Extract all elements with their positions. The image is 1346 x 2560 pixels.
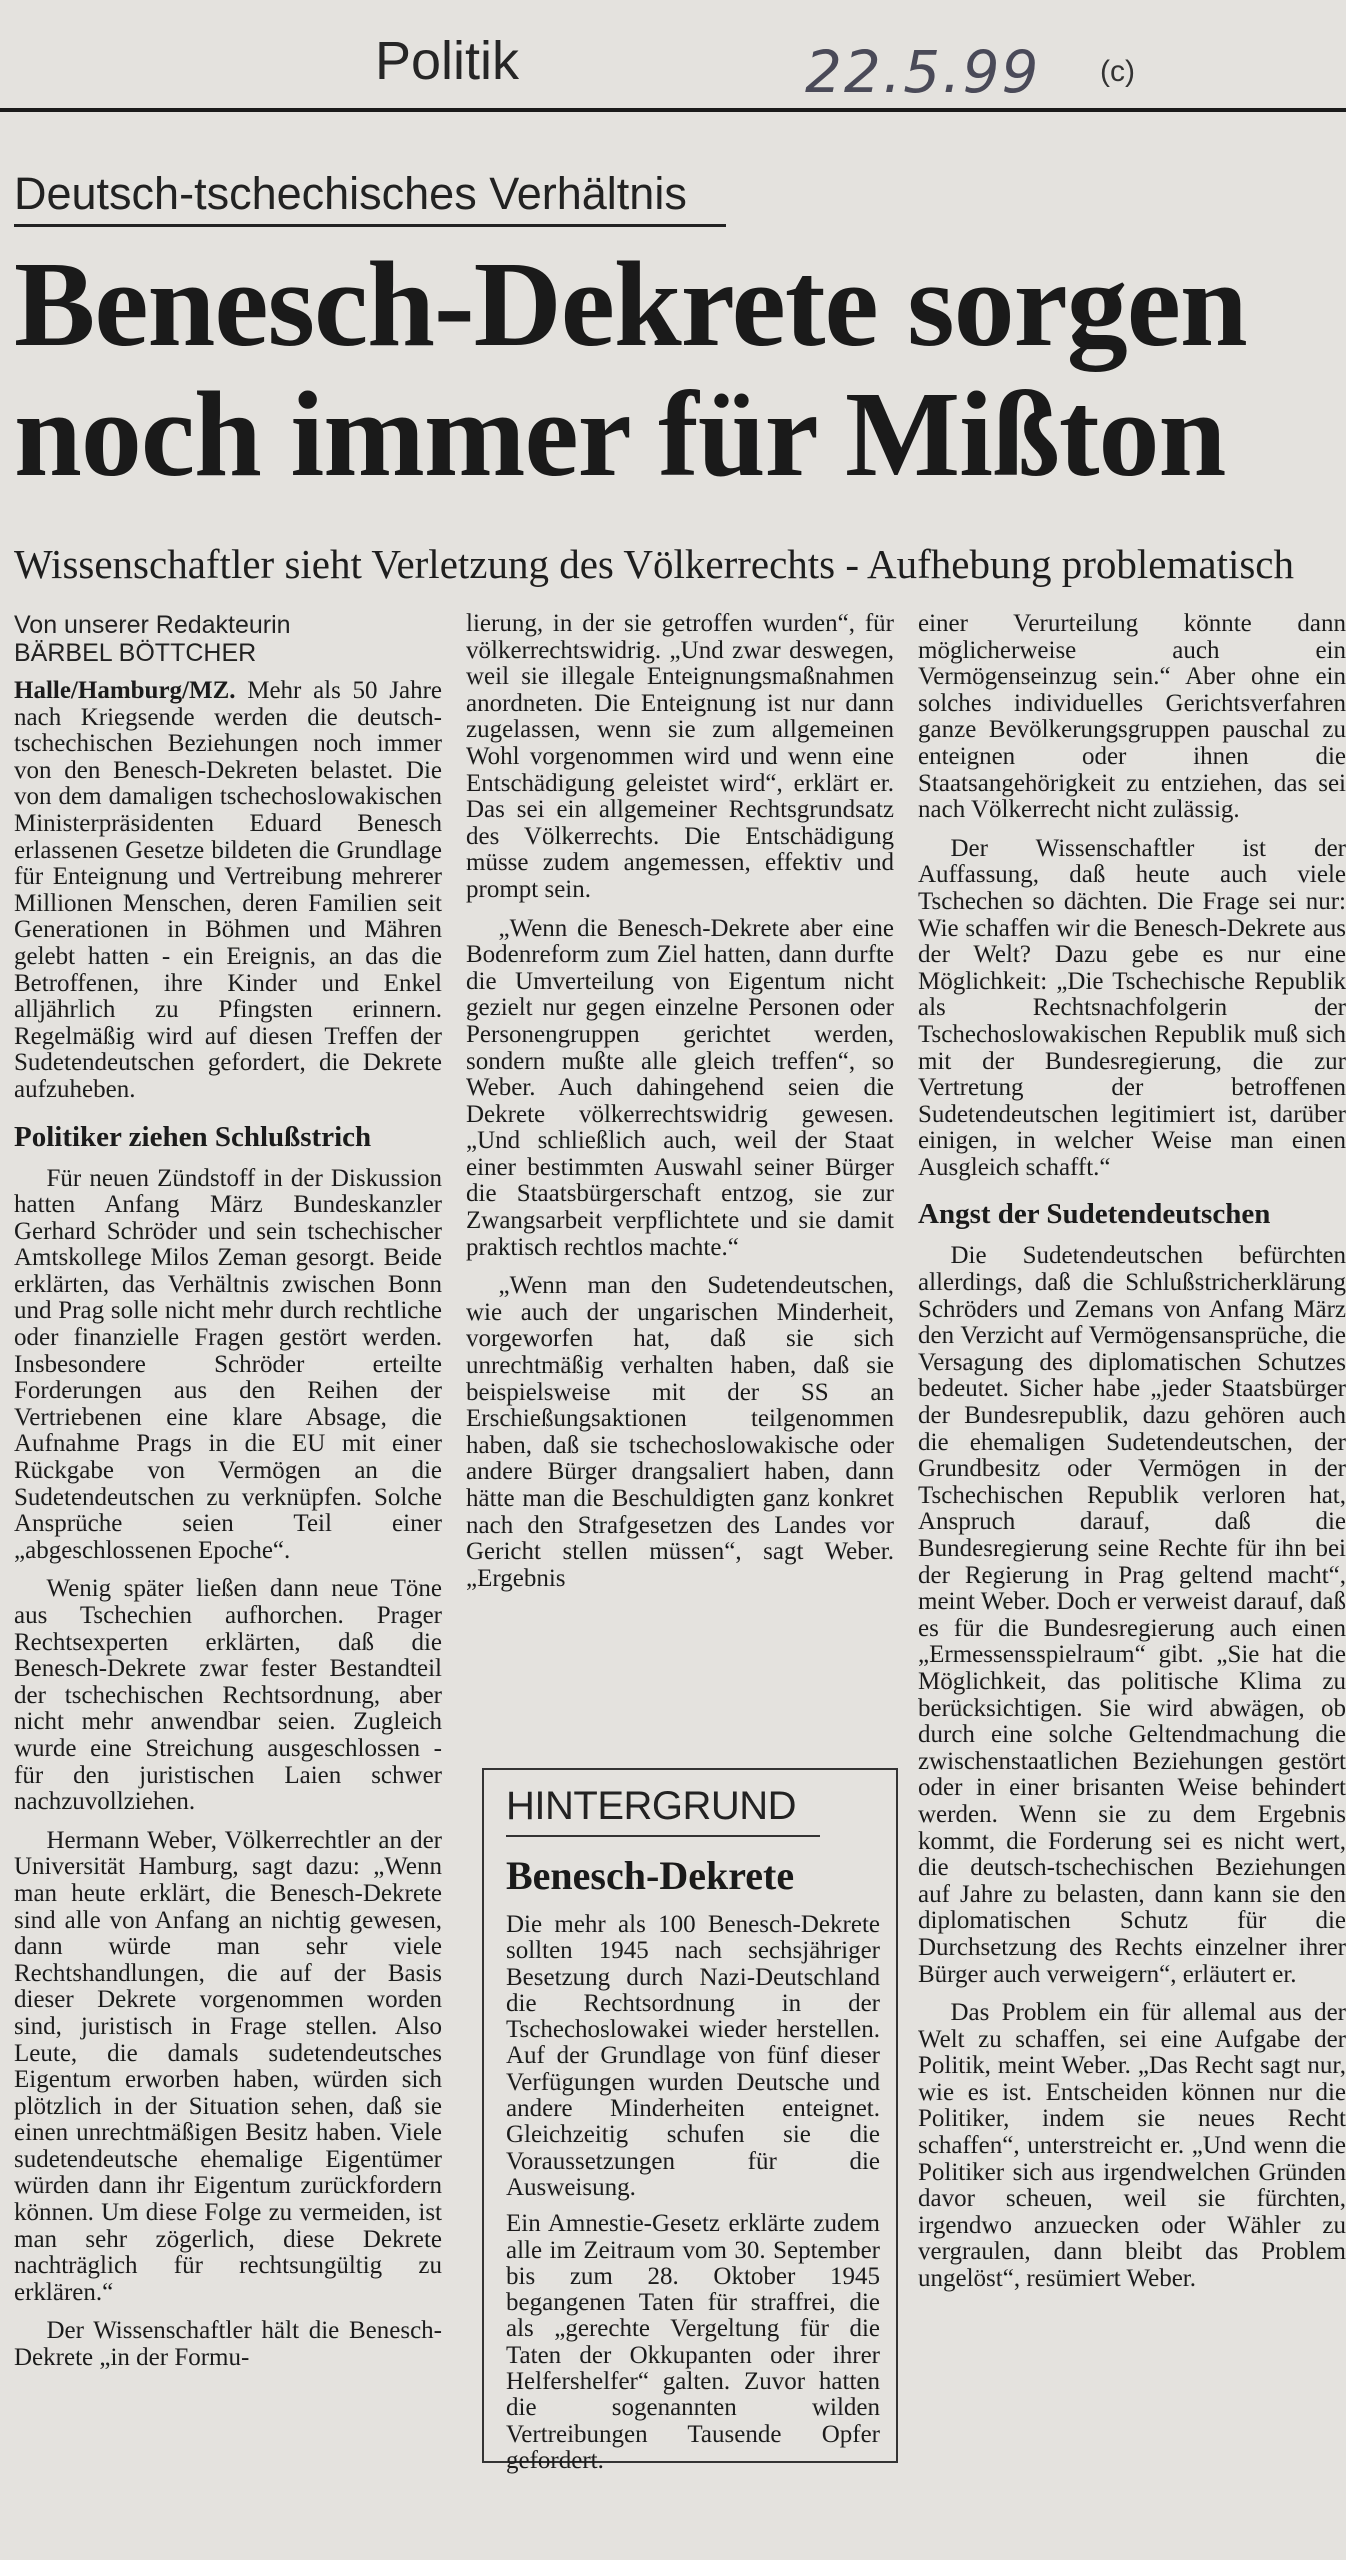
article-subheadline: Wissenschaftler sieht Verletzung des Völkerrechts - Aufhebung problematisch bbox=[14, 541, 1295, 587]
header-rule bbox=[0, 108, 1346, 112]
box-paragraph: Ein Amnestie-Gesetz erklärte zudem alle im Zeitraum vom 30. September bis zum 28. Oktober 1945 begangenen Taten für straffrei, die als „gerechte Vergeltung für die Taten der Okkupanten oder ihrer Helfershelfer“ galten. Zuvor hatten die sogenannten wilden Vertreibungen Tausende Opfer gefordert. bbox=[506, 2210, 880, 2474]
body-paragraph: Der Wissenschaftler hält die Benesch-Dekrete „in der Formu- bbox=[14, 2317, 442, 2372]
box-paragraph: Die mehr als 100 Benesch-Dekrete sollten 1945 nach sechsjähriger Besetzung durch Nazi-Deutschland die Rechtsordnung in der Tschechoslowakei wieder herstellen. Auf der Grundlage von fünf dieser Verfügungen wurden Deutsche und andere Minderheiten enteignet. Gleichzeitig schufen sie die Voraussetzungen für die Ausweisung. bbox=[506, 1911, 880, 2201]
box-label-underline bbox=[506, 1835, 820, 1837]
byline-author: BÄRBEL BÖTTCHER bbox=[14, 639, 257, 667]
article-headline: Benesch-Dekrete sorgen noch immer für Mißton bbox=[14, 237, 1247, 502]
article-column-3 bbox=[918, 611, 1346, 2293]
body-paragraph: „Wenn man den Sudetendeutschen, wie auch der ungarischen Minderheit, vorgeworfen hat, daß sie sich unrechtmäßig verhalten haben, daß sie beispielsweise mit der SS an Erschießungsaktionen teilgenommen haben, daß sie tschechoslowakische oder andere Bürger drangsaliert haben, dann hätte man die Beschuldigten ganz konkret nach den Strafgesetzen des Landes vor Gericht stellen müssen“, sagt Weber. „Ergebnis bbox=[466, 1272, 894, 1592]
body-paragraph: Der Wissenschaftler ist der Auffassung, daß heute auch viele Tschechen so dächten. Die Frage sei nur: Wie schaffen wir die Benesch-Dekrete aus der Welt? Dazu gebe es nur eine Möglichkeit: „Die Tschechische Republik als Rechtsnachfolgerin der Tschechoslowakischen Republik muß sich mit der Bundesregierung, die zur Vertretung der betroffenen Sudetendeutschen legitimiert ist, darüber einigen, in welcher Weise man einen Ausgleich schafft.“ bbox=[918, 834, 1346, 1181]
copyright-mark: (c) bbox=[1100, 55, 1135, 88]
body-paragraph: Die Sudetendeutschen befürchten allerdings, daß die Schlußstricherklärung Schröders und Zemans von Anfang März den Verzicht auf Vermögensansprüche, die Versagung des diplomatischen Schutzes bedeutet. Sicher habe „jeder Staatsbürger der Bundesrepublik, dazu gehören auch die ehemaligen Sudetendeutschen, der Grundbesitz oder Vermögen in der Tschechischen Republik verloren hat, Anspruch darauf, daß die Bundesregierung seine Rechte für ihn bei der Regierung in Prag geltend macht“, meint Weber. Doch er verweist darauf, daß es für die Bundesregierung auch einen „Ermessensspielraum“ gibt. „Sie hat die Möglichkeit, das politische Klima zu berücksichtigen. Sie wird abwägen, ob durch eine solche Geltendmachung die zwischenstaatlichen Beziehungen gestört oder in einer brisanten Weise behindert werden. Wenn sie zu dem Ergebnis kommt, die Forderung sei es nicht wert, die deutsch-tschechischen Beziehungen auf Jahre zu belasten, dann kann sie den diplomatischen Schutz für die Durchsetzung des Rechts einzelner ihrer Bürger auch verweigern“, erläutert er. bbox=[918, 1242, 1346, 1988]
body-paragraph: Das Problem ein für allemal aus der Welt zu schaffen, sei eine Aufgabe der Politik, meint Weber. „Das Recht sagt nur, wie es ist. Entscheiden können nur die Politiker, indem sie neues Recht schaffen“, unterstreicht er. „Und wenn die Politiker sich aus irgendwelchen Gründen davor scheuen, weil sie fürchten, irgendwo anzuecken oder Wähler zu vergraulen, dann bleibt das Problem ungelöst“, resümiert Weber. bbox=[918, 1999, 1346, 2293]
body-paragraph: „Wenn die Benesch-Dekrete aber eine Bodenreform zum Ziel hatten, dann durfte die Umverteilung von Eigentum nicht gezielt nur gegen einzelne Personen oder Personengruppen gerichtet werden, sondern mußte alle gleich treffen“, so Weber. Auch dahingehend seien die Dekrete völkerrechtswidrig gewesen. „Und schließlich auch, weil der Staat einer bestimmten Auswahl seiner Bürger die Staatsbürgerschaft entzog, sie zur Zwangsarbeit verpflichtete und sie damit praktisch rechtlos machte.“ bbox=[466, 914, 894, 1261]
handwritten-date: 22.5.99 bbox=[805, 38, 1041, 106]
byline-intro: Von unserer Redakteurin bbox=[14, 611, 291, 639]
kicker-underline bbox=[14, 224, 726, 227]
body-paragraph: Für neuen Zündstoff in der Diskussion hatten Anfang März Bundeskanzler Gerhard Schröder und sein tschechischer Amtskollege Milos Zeman gesorgt. Beide erklärten, das Verhältnis zwischen Bonn und Prag solle nicht mehr durch rechtliche oder finanzielle Fragen gestört werden. Insbesondere Schröder erteilte Forderungen aus den Reihen der Vertriebenen eine klare Absage, die Aufnahme Prags in die EU mit einer Rückgabe von Vermögen an die Sudetendeutschen zu verknüpfen. Solche Ansprüche seien Teil einer „abgeschlossenen Epoche“. bbox=[14, 1164, 442, 1564]
box-title: Benesch-Dekrete bbox=[506, 1853, 795, 1898]
article-column-2 bbox=[466, 611, 894, 1592]
dateline: Halle/Hamburg/MZ. bbox=[14, 677, 236, 704]
body-paragraph: Wenig später ließen dann neue Töne aus Tschechien aufhorchen. Prager Rechtsexperten erklärten, daß die Benesch-Dekrete zwar fester Bestandteil der tschechischen Rechtsordnung, aber nicht mehr anwendbar seien. Zugleich wurde eine Streichung ausgeschlossen - für den juristischen Laien schwer nachzuvollziehen. bbox=[14, 1575, 442, 1816]
box-body bbox=[506, 1912, 880, 2474]
body-paragraph: Hermann Weber, Völkerrechtler an der Universität Hamburg, sagt dazu: „Wenn man heute erklärt, die Benesch-Dekrete sind alle von Anfang an nichtig gewesen, dann würde man sehr viele Rechtshandlungen, die auf der Basis dieser Dekrete vorgenommen worden sind, juristisch in Frage stellen. Also Leute, die damals sudetendeutsches Eigentum erworben haben, würden sich plötzlich in der Situation sehen, daß sie einen unrechtmäßigen Besitz haben. Viele sudetendeutsche ehemalige Eigentümer würden dann ihr Eigentum zurückfordern können. Um diese Folge zu vermeiden, ist man sehr zögerlich, diese Dekrete nachträglich für rechtsungültig zu erklären.“ bbox=[14, 1826, 442, 2306]
byline bbox=[14, 611, 291, 667]
body-paragraph: einer Verurteilung könnte dann möglicherweise auch ein Vermögenseinzug sein.“ Aber ohne ein solches individuelles Gerichtsverfahren ganze Bevölkerungsgruppen pauschal zu enteignen oder ihnen die Staatsangehörigkeit zu entziehen, das sei nach Völkerrecht nicht zulässig. bbox=[918, 610, 1346, 824]
lead-text: Mehr als 50 Jahre nach Kriegsende werden die deutsch-tschechischen Beziehungen noch immer von den Benesch-Dekreten belastet. Die von dem damaligen tschechoslowakischen Ministerpräsidenten Eduard Benesch erlassenen Gesetze bildeten die Grundlage für Enteignung und Vertreibung mehrerer Millionen Menschen, deren Familien seit Generationen in Böhmen und Mähren gelebt hatten - ein Ereignis, an das die Betroffenen, ihre Kinder und Enkel alljährlich zu Pfingsten erinnern. Regelmäßig wird auf diesen Treffen der Sudetendeutschen gefordert, die Dekrete aufzuheben. bbox=[14, 677, 442, 1103]
article-column-1 bbox=[14, 678, 442, 2372]
article-kicker: Deutsch-tschechisches Verhältnis bbox=[14, 168, 687, 219]
section-subheading: Angst der Sudetendeutschen bbox=[918, 1198, 1271, 1231]
section-subheading: Politiker ziehen Schlußstrich bbox=[14, 1120, 372, 1153]
section-label: Politik bbox=[375, 31, 520, 91]
box-label: HINTERGRUND bbox=[506, 1784, 797, 1828]
body-paragraph: lierung, in der sie getroffen wurden“, für völkerrechtswidrig. „Und zwar deswegen, weil sie illegale Enteignungsmaßnahmen anordneten. Die Enteignung ist nur dann zugelassen, wenn sie zum allgemeinen Wohl vorgenommen wird und wenn eine Entschädigung geleistet wird“, erklärt er. Das sei ein allgemeiner Rechtsgrundsatz des Völkerrechts. Die Entschädigung müsse zudem angemessen, effektiv und prompt sein. bbox=[466, 610, 894, 903]
body-paragraph bbox=[14, 678, 442, 1104]
